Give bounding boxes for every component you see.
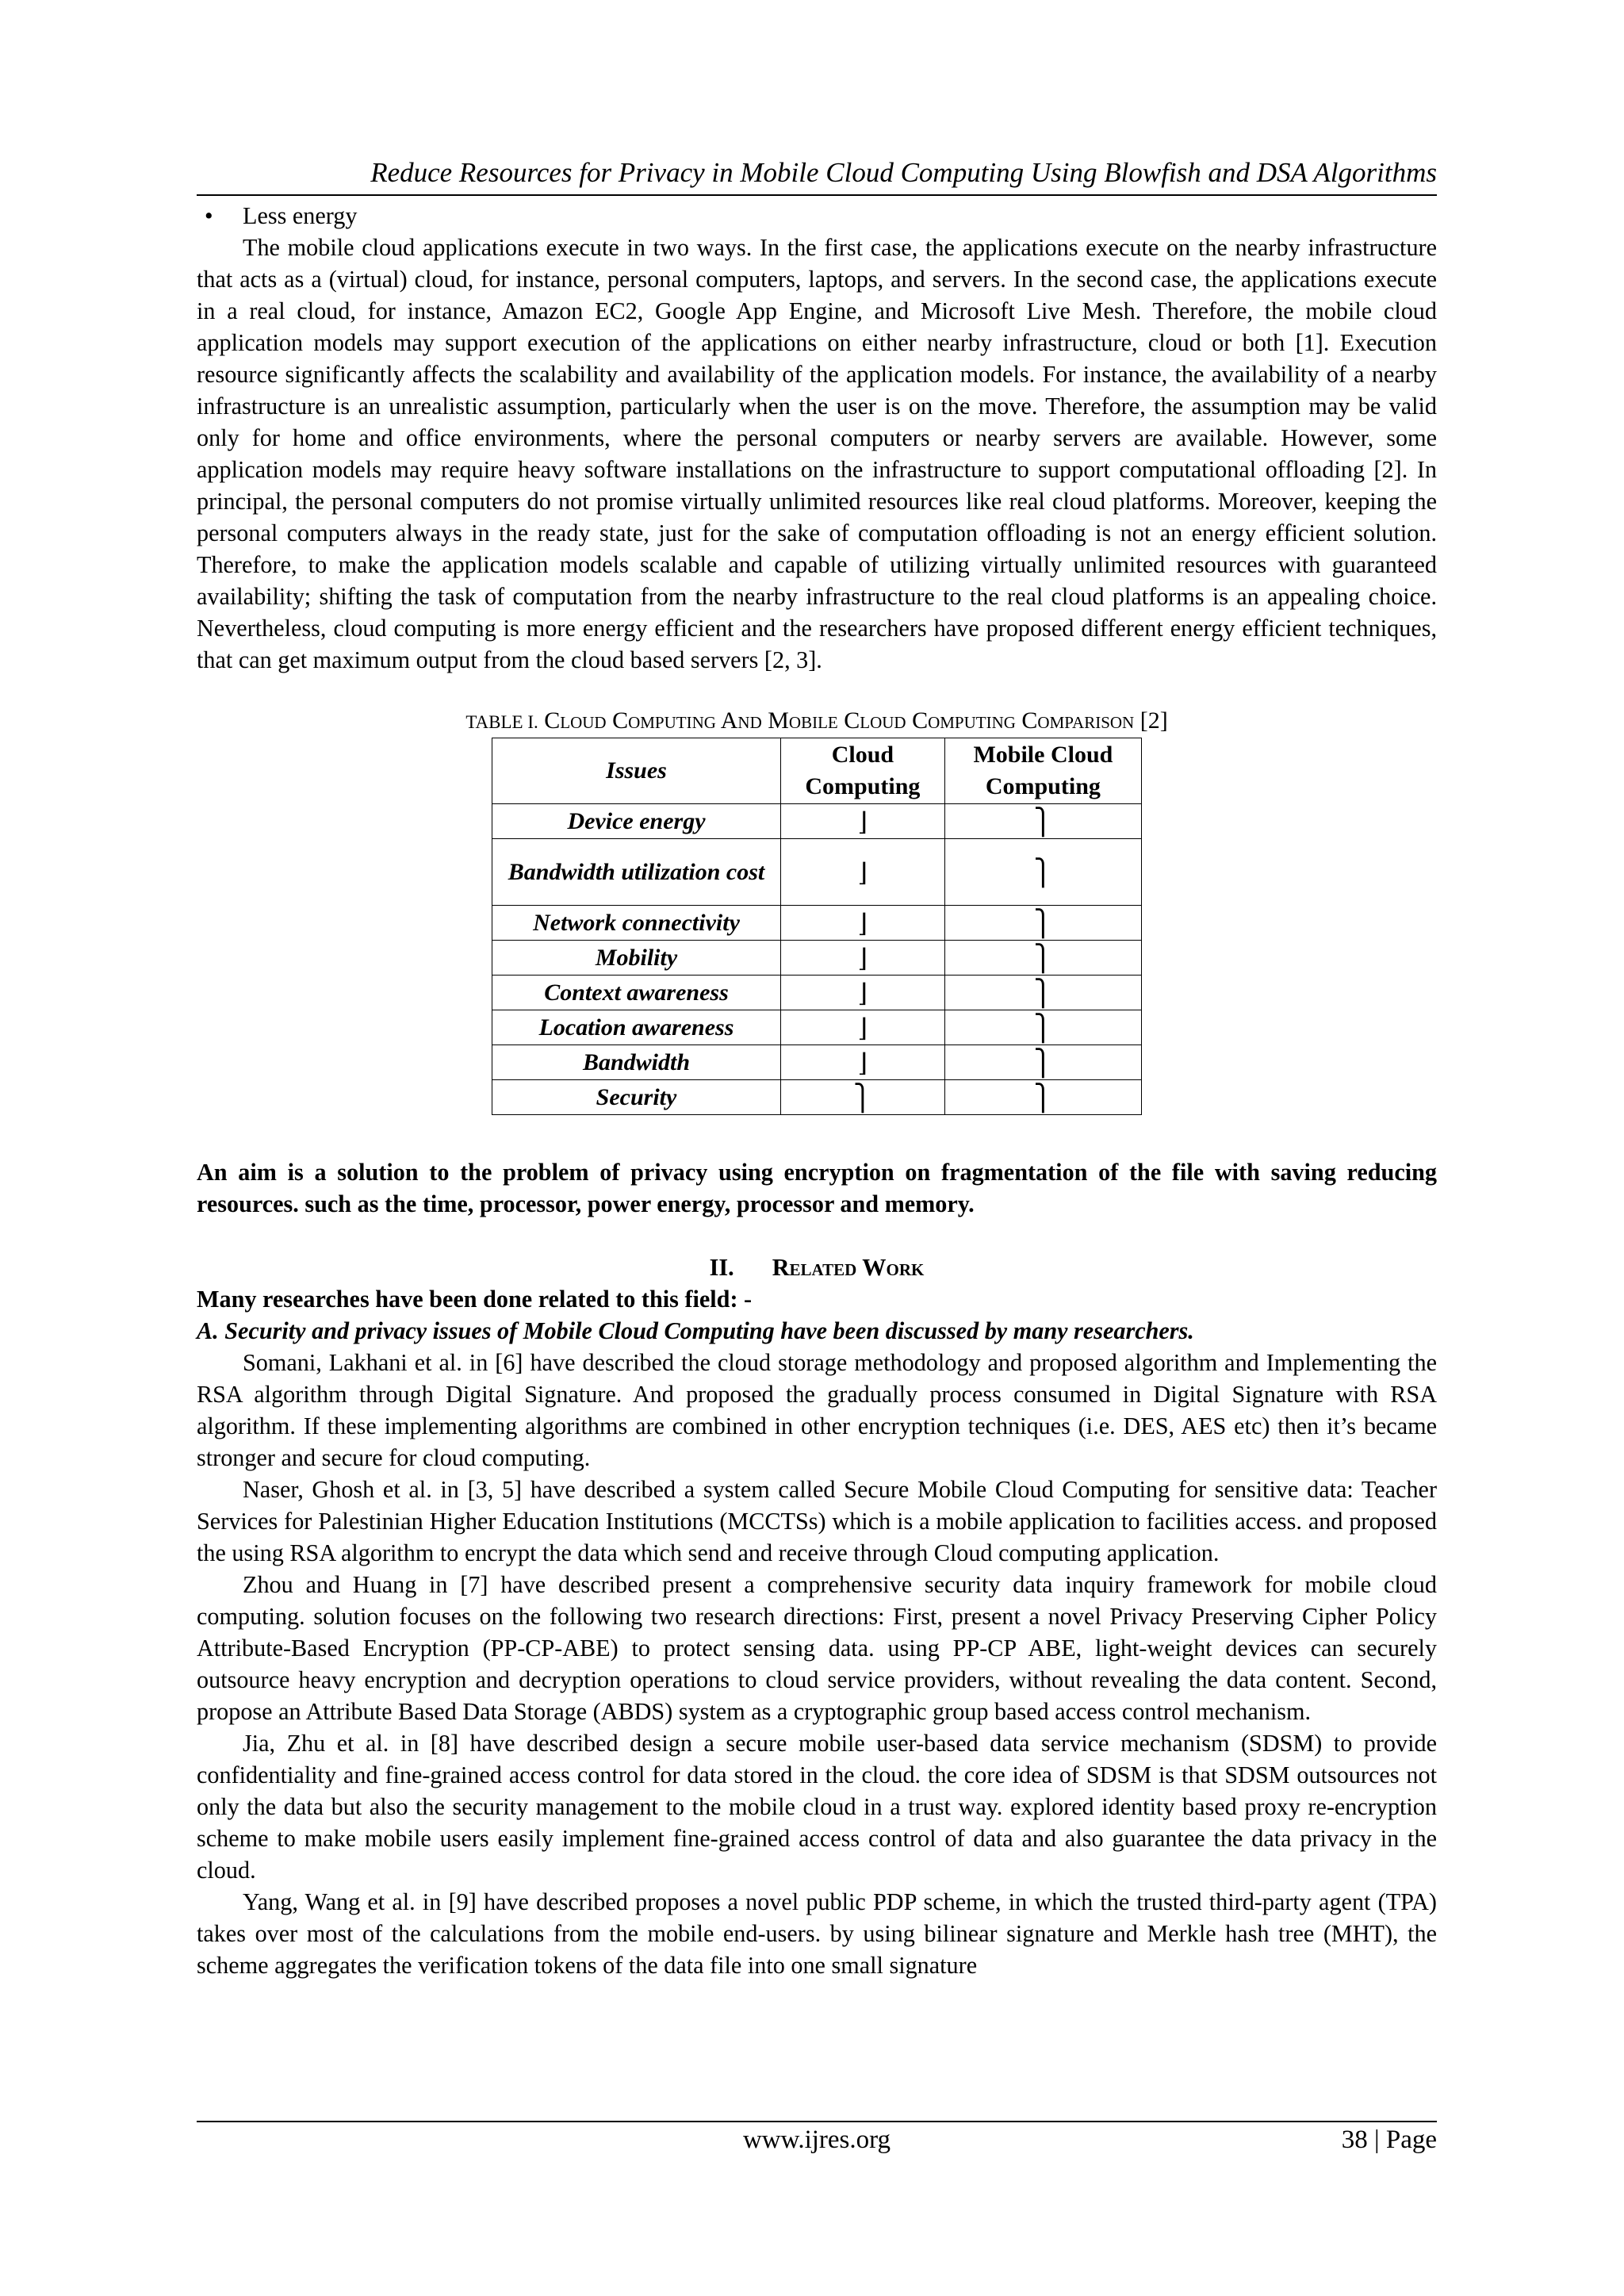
cloud-mark: ⌋ (781, 839, 945, 906)
row-issue: Device energy (492, 804, 781, 839)
running-header: Reduce Resources for Privacy in Mobile Cloud Computing Using Blowfish and DSA Algorithms (370, 157, 1437, 188)
footer-page-number: 38 | Page (1341, 2125, 1437, 2154)
table-row (492, 941, 1142, 976)
related-work-paragraph: Yang, Wang et al. in [9] have described proposes a novel public PDP scheme, in which the trusted third-party agent (TPA) takes over most of the calculations from the mobile end-users. by using bilinear signature and Merkle hash tree (MHT), the scheme aggregates the verification tokens of the data file into one small signature (197, 1888, 1437, 1979)
comparison-table (492, 738, 1142, 1115)
header-mobile-line1: Mobile Cloud (973, 742, 1113, 768)
cloud-mark: ⌋ (781, 1045, 945, 1080)
section-heading (197, 1251, 1437, 1283)
header-cloud (781, 738, 945, 804)
bullet-item (197, 200, 1437, 232)
header-rule (197, 194, 1437, 196)
mobile-mark: ⎫ (944, 976, 1141, 1010)
related-work-paragraph: Zhou and Huang in [7] have described present a comprehensive security data inquiry framework for mobile cloud computing. solution focuses on the following two research directions: First, present a novel Privacy Preserving Cipher Policy Attribute-Based Encryption (PP-CP-ABE) to protect sensing data. using PP-CP ABE, light-weight devices can securely outsource heavy encryption and decryption operations to cloud service providers, without revealing the data content. Second, propose an Attribute Based Data Storage (ABDS) system as a cryptographic group based access control mechanism. (197, 1571, 1437, 1725)
related-work-paragraph: Somani, Lakhani et al. in [6] have described the cloud storage methodology and proposed algorithm and Implementing the RSA algorithm through Digital Signature. And proposed the gradually process consumed in Digital Signature with RSA algorithm. If these implementing algorithms are combined in other encryption techniques (i.e. DES, AES etc) then it’s became stronger and secure for cloud computing. (197, 1349, 1437, 1471)
mobile-mark: ⎫ (944, 906, 1141, 941)
cloud-mark: ⎫ (781, 1080, 945, 1115)
bullet-icon: • (205, 202, 213, 229)
mobile-mark: ⎫ (944, 1080, 1141, 1115)
section-number: II. (709, 1254, 734, 1281)
table-row (492, 1010, 1142, 1045)
header-mobile-cloud (944, 738, 1141, 804)
table-caption-title: Cloud Computing And Mobile Cloud Computing Comparison (544, 707, 1135, 734)
page-body (197, 200, 1437, 1981)
bullet-text: Less energy (243, 202, 358, 229)
mobile-mark: ⎫ (944, 839, 1141, 906)
table-row (492, 1080, 1142, 1115)
subsection-heading: A. Security and privacy issues of Mobile Cloud Computing have been discussed by many researchers. (197, 1317, 1194, 1344)
section-title: Related Work (772, 1254, 925, 1281)
header-issues: Issues (492, 738, 781, 804)
header-mobile-line2: Computing (985, 773, 1101, 799)
section-lead: Many researches have been done related to this field: - (197, 1286, 753, 1313)
intro-paragraph: The mobile cloud applications execute in two ways. In the first case, the applications execute on the nearby infrastructure that acts as a (virtual) cloud, for instance, personal computers, laptops, and servers. In the second case, the applications execute in a real cloud, for instance, Amazon EC2, Google App Engine, and Microsoft Live Mesh. Therefore, the mobile cloud application models may support execution of the applications on either nearby infrastructure, cloud or both [1]. Execution resource significantly affects the scalability and availability of the application models. For instance, the availability of a nearby infrastructure is an unrealistic assumption, particularly when the user is on the move. Therefore, the assumption may be valid only for home and office environments, where the personal computers or nearby servers are available. However, some application models may require heavy software installations on the infrastructure to support computational offloading [2]. In principal, the personal computers do not promise virtually unlimited resources like real cloud platforms. Moreover, keeping the personal computers always in the ready state, just for the sake of computation offloading is not an energy efficient solution. Therefore, to make the application models scalable and capable of utilizing virtually unlimited resources with guaranteed availability; shifting the task of computation from the nearby infrastructure to the real cloud platforms is an appealing choice. Nevertheless, cloud computing is more energy efficient and the researchers have proposed different energy efficient techniques, that can get maximum output from the cloud based servers [2, 3]. (197, 234, 1437, 673)
table-row (492, 1045, 1142, 1080)
row-issue: Network connectivity (492, 906, 781, 941)
header-cloud-line2: Computing (805, 773, 921, 799)
aim-statement: An aim is a solution to the problem of privacy using encryption on fragmentation of the file with saving reducing resources. such as the time, processor, power energy, processor and memory. (197, 1159, 1437, 1217)
mobile-mark: ⎫ (944, 1045, 1141, 1080)
table-caption (197, 706, 1437, 738)
cloud-mark: ⌋ (781, 906, 945, 941)
header-cloud-line1: Cloud (831, 742, 894, 768)
cloud-mark: ⌋ (781, 1010, 945, 1045)
mobile-mark: ⎫ (944, 941, 1141, 976)
related-work-paragraph: Naser, Ghosh et al. in [3, 5] have described a system called Secure Mobile Cloud Computing for sensitive data: Teacher Services for Palestinian Higher Education Institutions (MCCTSs) which is a mobile application to facilities access. and proposed the using RSA algorithm to encrypt the data which send and receive through Cloud computing application. (197, 1476, 1437, 1566)
related-work-paragraph: Jia, Zhu et al. in [8] have described design a secure mobile user-based data service mechanism (SDSM) to provide confidentiality and fine-grained access control for data stored in the cloud. the core idea of SDSM is that SDSM outsources not only the data but also the security management to the mobile cloud in a trust way. explored identity based proxy re-encryption scheme to make mobile users easily implement fine-grained access control of data and also guarantee the data privacy in the cloud. (197, 1730, 1437, 1884)
table-header-row (492, 738, 1142, 804)
row-issue: Bandwidth utilization cost (492, 839, 781, 906)
cloud-mark: ⌋ (781, 976, 945, 1010)
row-issue: Security (492, 1080, 781, 1115)
mobile-mark: ⎫ (944, 1010, 1141, 1045)
cloud-mark: ⌋ (781, 941, 945, 976)
cloud-mark: ⌋ (781, 804, 945, 839)
table-row (492, 804, 1142, 839)
mobile-mark: ⎫ (944, 804, 1141, 839)
row-issue: Mobility (492, 941, 781, 976)
footer-url: www.ijres.org (742, 2125, 891, 2154)
table-caption-label: TABLE I. (465, 712, 538, 732)
table-caption-ref: [2] (1139, 707, 1168, 734)
table-row (492, 906, 1142, 941)
table-row (492, 976, 1142, 1010)
row-issue: Location awareness (492, 1010, 781, 1045)
row-issue: Bandwidth (492, 1045, 781, 1080)
table-row (492, 839, 1142, 906)
row-issue: Context awareness (492, 976, 781, 1010)
